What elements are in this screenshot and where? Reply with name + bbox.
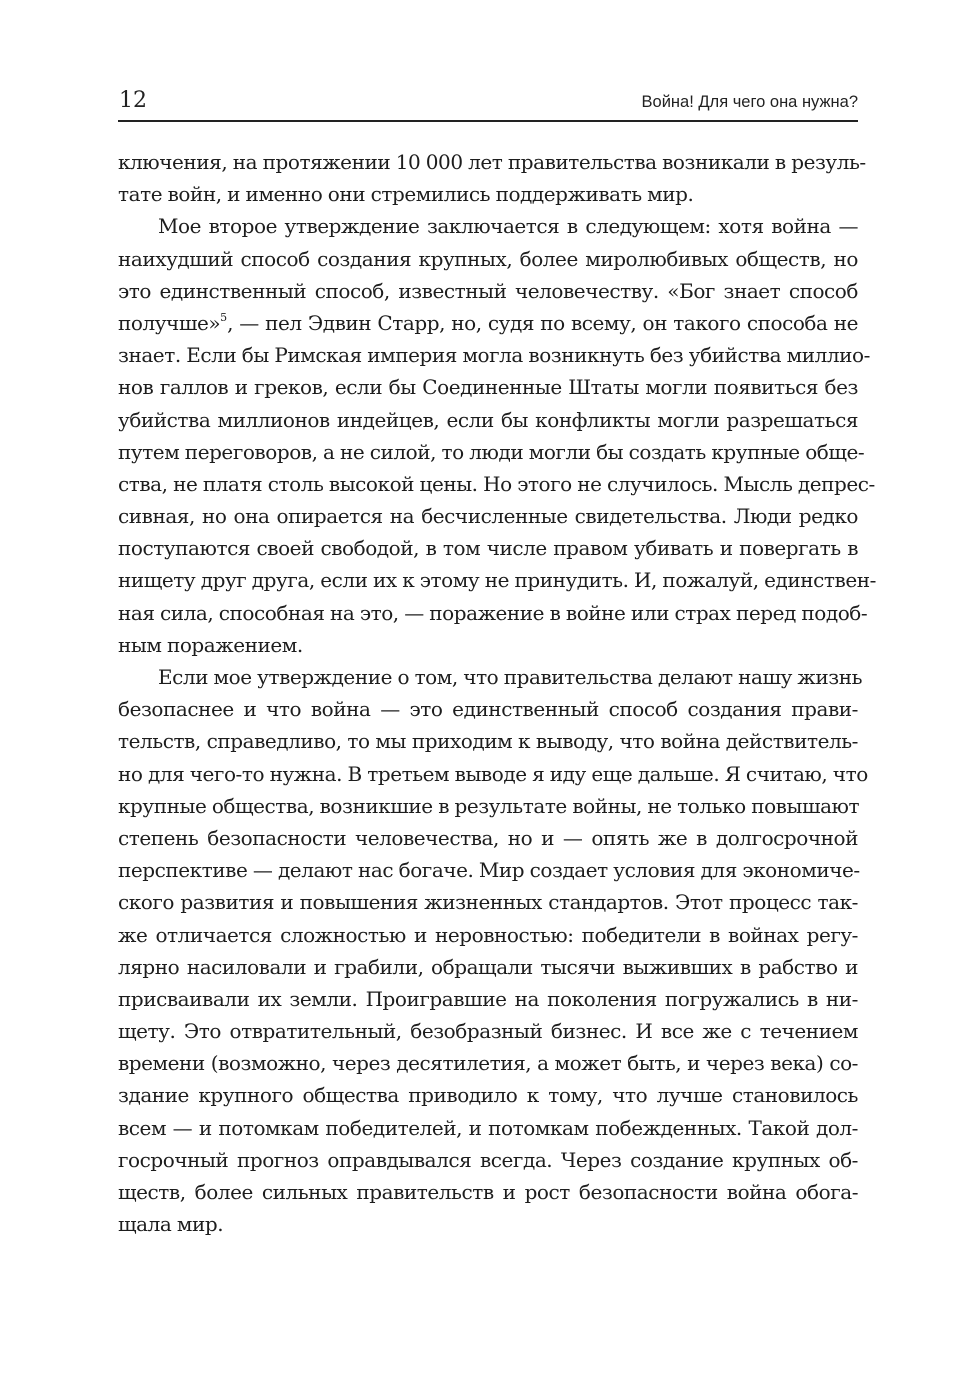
text-line: поступаются своей свободой, в том числе правом убивать и повергать в [118, 536, 858, 561]
text-line: нов галлов и греков, если бы Соединенные Штаты могли появиться без [118, 375, 858, 400]
text-line: времени (возможно, через десятилетия, а может быть, и через века) со- [118, 1051, 858, 1076]
text-line: здание крупного общества приводило к тому, что лучше становилось [118, 1083, 858, 1108]
text-line: это единственный способ, известный человечеству. «Бог знает способ [118, 278, 858, 303]
text-line: госрочный прогноз оправдывался всегда. Через создание крупных об- [118, 1147, 858, 1172]
paragraph-2 [118, 210, 876, 661]
running-title: Война! Для чего она нужна? [641, 93, 858, 111]
text-line: ная сила, способная на это, — поражение в войне или страх перед подоб- [118, 600, 868, 625]
text-line: наихудший способ создания крупных, более миролюбивых обществ, но [118, 246, 858, 271]
text-line: знает. Если бы Римская империя могла возникнуть без убийства миллио- [118, 343, 870, 368]
text-line: тельств, справедливо, то мы приходим к выводу, что война действитель- [118, 729, 858, 754]
body-text [118, 146, 876, 1240]
text-line: ского развития и повышения жизненных стандартов. Этот процесс так- [118, 890, 858, 915]
text-line: перспективе — делают нас богаче. Мир создает условия для экономиче- [118, 858, 860, 883]
paragraph-1 [118, 146, 866, 210]
text-line: крупные общества, возникшие в результате войны, не только повышают [118, 793, 860, 818]
text-line: ключения, на протяжении 10 000 лет правительства возникали в резуль- [118, 150, 866, 174]
text-line: убийства миллионов индейцев, если бы конфликты могли разрешаться [118, 407, 858, 432]
text-line: ства, не платя столь высокой цены. Но этого не случилось. Мысль депрес- [118, 471, 875, 496]
text-line: щету. Это отвратительный, безобразный бизнес. И все же с течением [118, 1019, 858, 1044]
text-line: степень безопасности человечества, но и — опять же в долгосрочной [118, 825, 858, 850]
text-line: нищету друг друга, если их к этому не принудить. И, пожалуй, единствен- [118, 568, 876, 593]
text-fragment: получше» [118, 310, 221, 335]
text-line: Если мое утверждение о том, что правительства делают нашу жизнь [158, 665, 863, 689]
text-line: путем переговоров, а не силой, то люди могли бы создать крупные обще- [118, 439, 865, 464]
text-line: же отличается сложностью и неровностью: победители в войнах регу- [118, 922, 858, 947]
page-number: 12 [119, 88, 147, 113]
text-line: ществ, более сильных правительств и рост безопасности война обога- [118, 1180, 858, 1204]
paragraph-3 [118, 661, 868, 1240]
page-header [118, 82, 858, 122]
text-line: сивная, но она опирается на бесчисленные свидетельства. Люди редко [118, 504, 858, 529]
text-line: но для чего-то нужна. В третьем выводе я иду еще дальше. Я считаю, что [118, 761, 868, 786]
text-line: присваивали их земли. Проигравшие на поколения погружались в ни- [118, 986, 858, 1011]
text-line: щала мир. [118, 1212, 224, 1237]
text-line: Мое второе утверждение заключается в следующем: хотя война — [158, 214, 858, 239]
text-line: тате войн, и именно они стремились поддерживать мир. [118, 182, 694, 207]
footnote-ref: 5 [220, 310, 228, 324]
text-line: лярно насиловали и грабили, обращали тысячи выживших в рабство и [118, 954, 858, 979]
text-line [118, 307, 858, 339]
text-line: всем — и потомкам победителей, и потомкам побежденных. Такой дол- [118, 1115, 858, 1140]
text-line: ным поражением. [118, 632, 303, 657]
text-line: безопаснее и что война — это единственный способ создания прави- [118, 697, 858, 722]
text-fragment: , — пел Эдвин Старр, но, судя по всему, он такого способа не [227, 310, 858, 335]
